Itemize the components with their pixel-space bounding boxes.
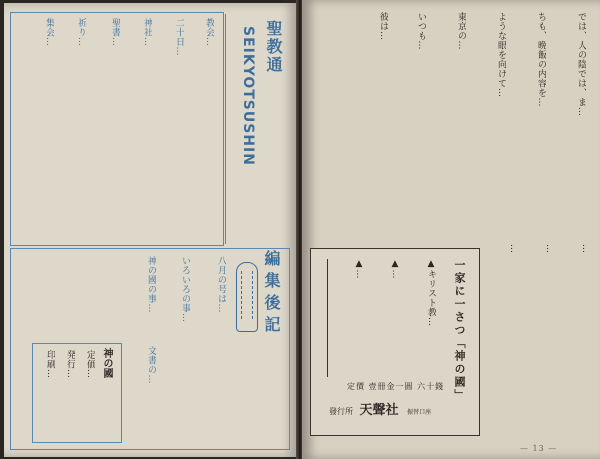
ad-line: ▲… bbox=[354, 259, 364, 279]
colophon-line: 発行… bbox=[65, 350, 75, 379]
story-column: では、人の陰では、ま… bbox=[576, 12, 586, 117]
colophon-line: 定価… bbox=[85, 350, 95, 379]
news-column: 聖書… bbox=[110, 18, 120, 47]
news-column: 祈り… bbox=[76, 18, 86, 47]
postscript-title: 編集後記 bbox=[262, 250, 281, 338]
story-column: いつも… bbox=[416, 12, 426, 50]
publisher-name: 天聲社 bbox=[359, 403, 399, 418]
ad-price: 定價 壹冊金一圓 六十錢 bbox=[347, 382, 445, 391]
lower-story-column: … bbox=[508, 244, 518, 254]
news-column: 教会… bbox=[204, 18, 214, 47]
masthead-roman: SEIKYOTSUSHIN bbox=[240, 26, 256, 166]
mask-illustration bbox=[236, 262, 258, 332]
postscript-column: いろいろの事… bbox=[180, 256, 190, 323]
story-column: 東京の… bbox=[456, 12, 466, 50]
story-column: 彼は… bbox=[378, 12, 388, 41]
colophon-title: 神の國 bbox=[101, 348, 112, 378]
postscript-column: 神の國の事… bbox=[146, 256, 156, 313]
lower-story-column: … bbox=[580, 244, 590, 254]
ad-slogan: 一家に一さつ「神の國」 bbox=[453, 259, 466, 402]
news-column: 集会… bbox=[44, 18, 54, 47]
ad-body bbox=[327, 259, 442, 377]
ad-publisher bbox=[329, 399, 469, 418]
postscript-column: 文書の… bbox=[146, 346, 156, 384]
story-column: ちも、晩飯の内容を… bbox=[536, 12, 546, 107]
lower-story-column: … bbox=[544, 244, 554, 254]
masthead-kanji: 聖教通 bbox=[264, 20, 283, 74]
colophon-line: 印刷… bbox=[45, 350, 55, 379]
colophon-box bbox=[32, 343, 122, 443]
postscript-column: 八月の号は… bbox=[216, 256, 226, 313]
news-column: 二十日… bbox=[174, 18, 184, 56]
ad-line: ▲… bbox=[390, 259, 400, 279]
publisher-label: 發行所 bbox=[329, 407, 353, 416]
news-column: 神社… bbox=[142, 18, 152, 47]
magazine-advertisement bbox=[310, 248, 480, 436]
page-number: — 13 — bbox=[520, 444, 558, 453]
ad-line: ▲キリスト教… bbox=[426, 259, 436, 327]
story-column: ような眼を向けて… bbox=[496, 12, 506, 98]
publisher-account: 振替口座 bbox=[407, 409, 432, 416]
